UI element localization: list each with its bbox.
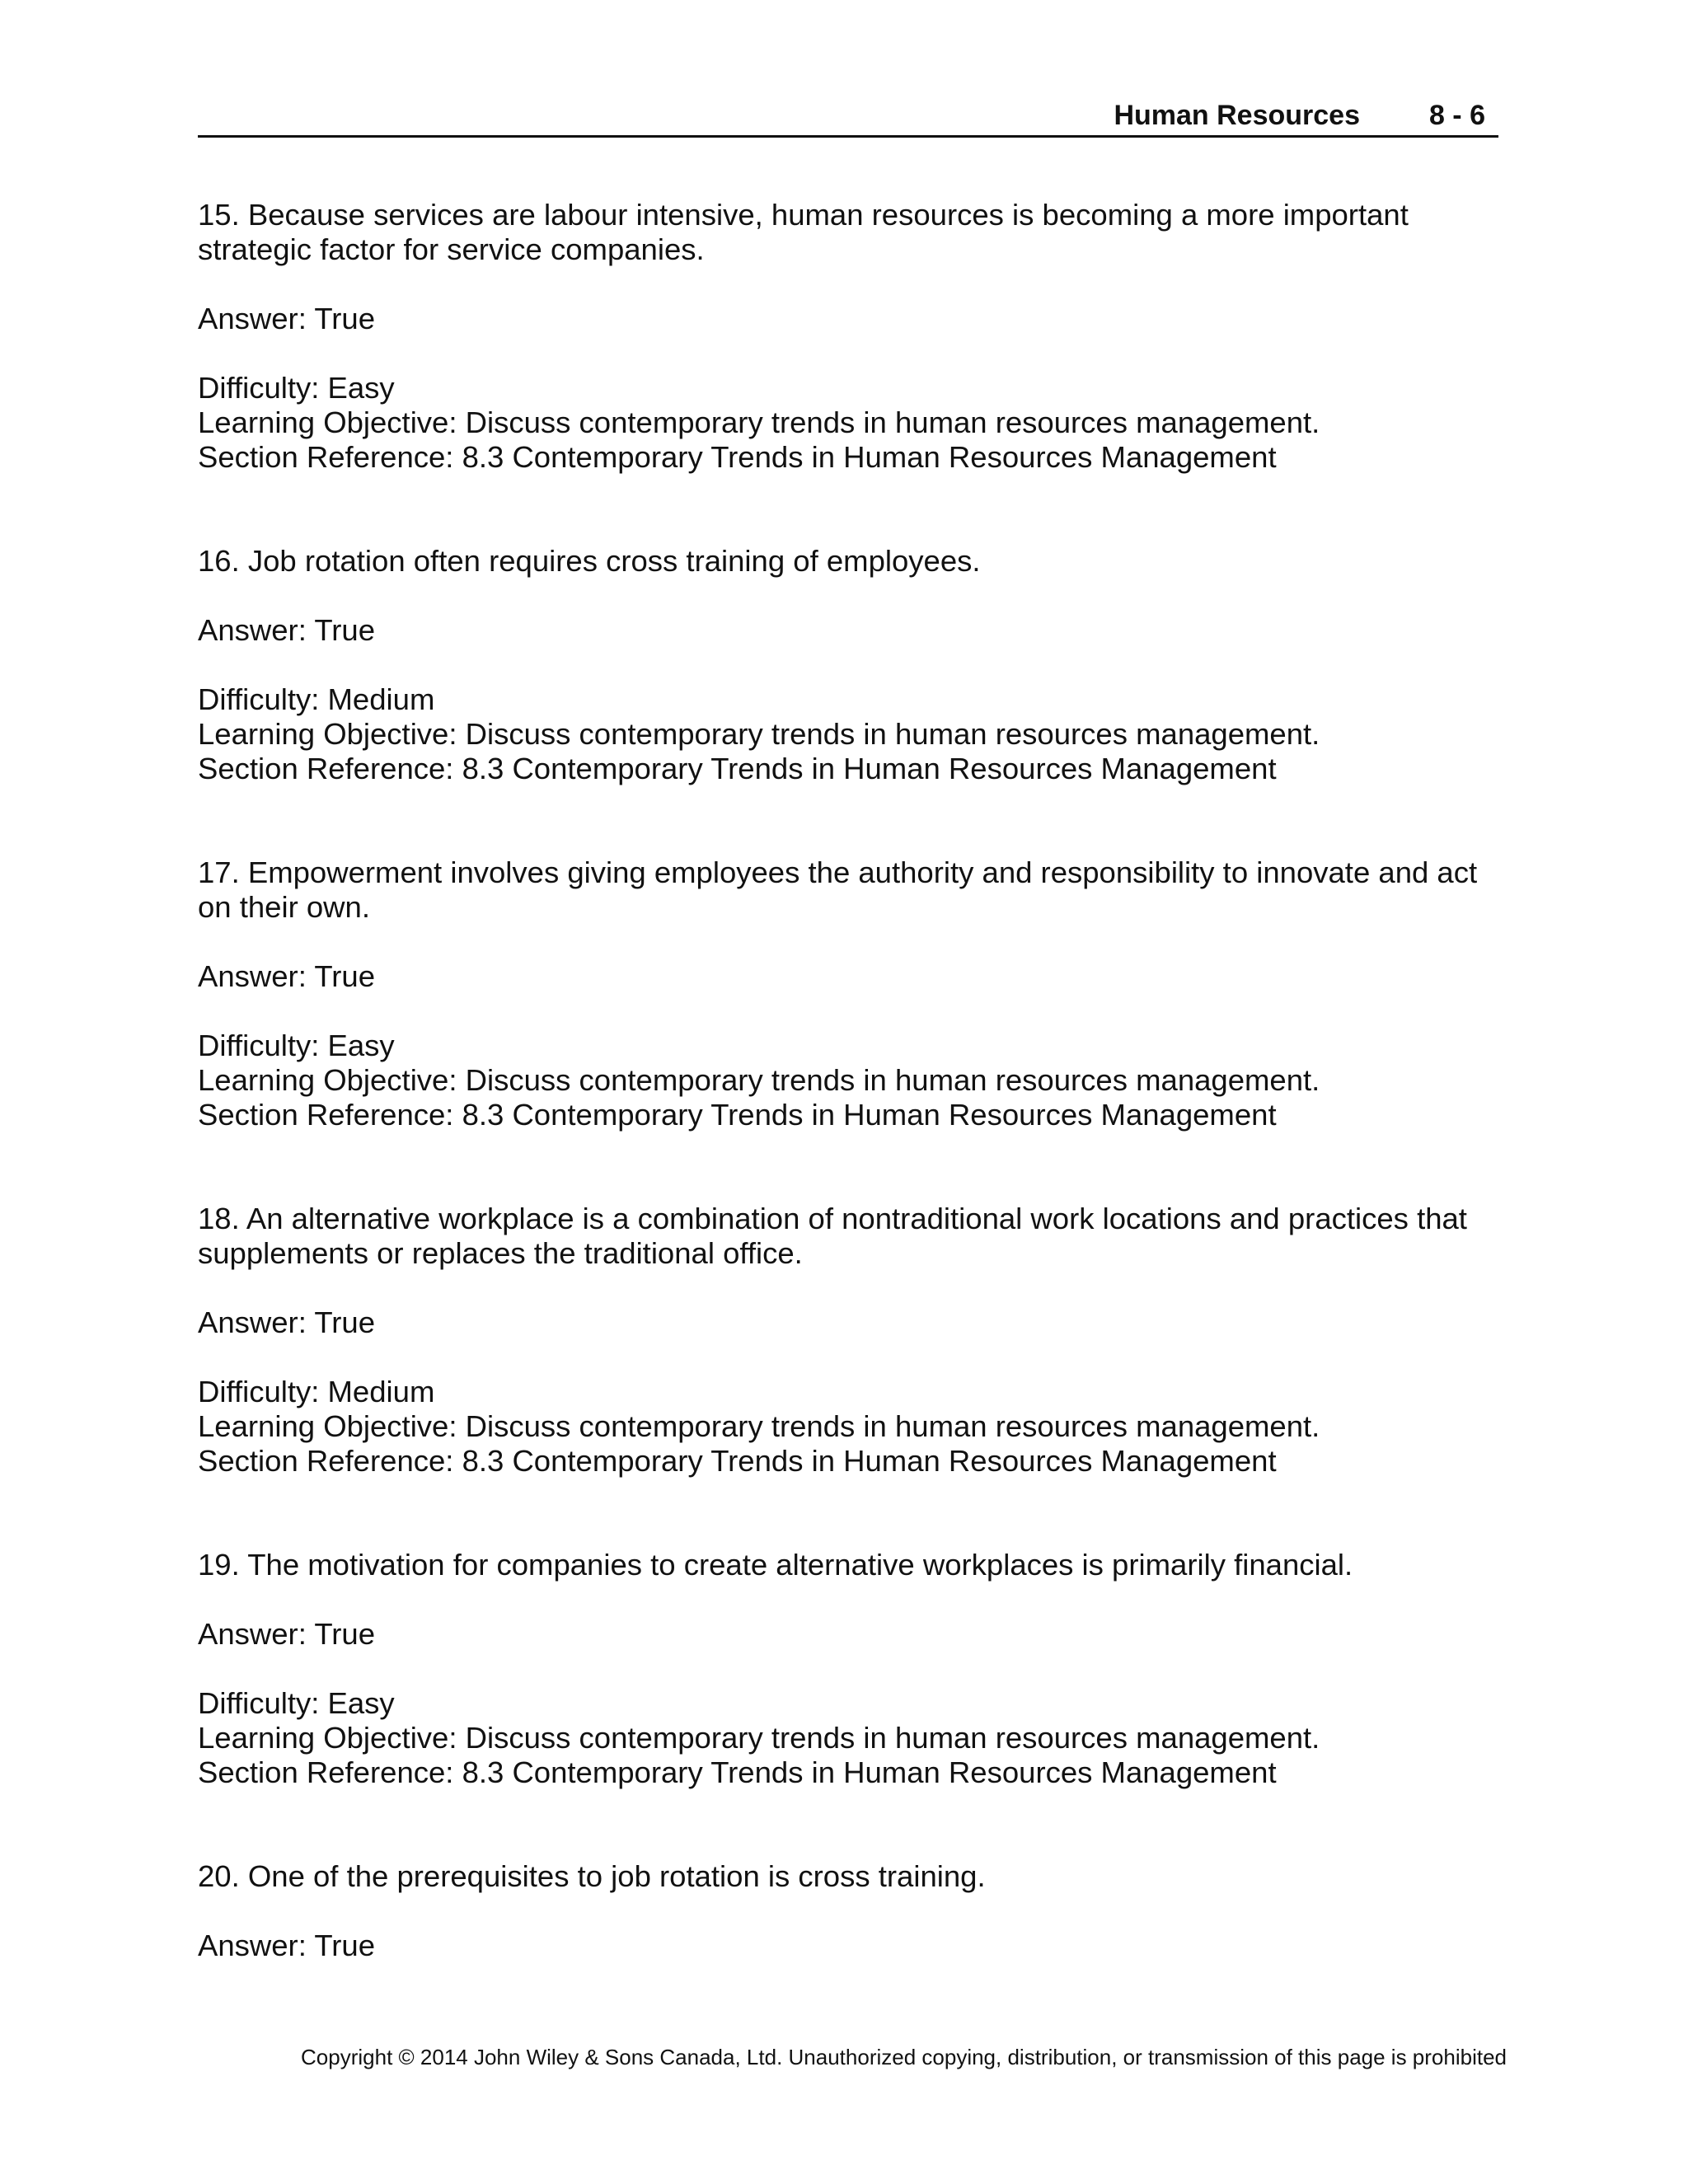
- section-reference: Section Reference: 8.3 Contemporary Trends in Human Resources Management: [198, 1444, 1277, 1478]
- difficulty: Difficulty: Medium: [198, 682, 435, 716]
- question-list: [198, 198, 1500, 2032]
- page-header: [198, 97, 1498, 138]
- page-number: 8 - 6: [1428, 100, 1485, 131]
- answer: Answer: True: [198, 302, 376, 335]
- question-text: 18. An alternative workplace is a combination of nontraditional work locations and practices that supplements or replaces the traditional office.: [198, 1202, 1467, 1270]
- copyright-footer: Copyright © 2014 John Wiley & Sons Canada, Ltd. Unauthorized copying, distribution, or transmission of this page is prohibited: [301, 2045, 1507, 2069]
- question-meta: [198, 1686, 1500, 1790]
- learning-objective: Learning Objective: Discuss contemporary trends in human resources management.: [198, 405, 1320, 439]
- section-reference: Section Reference: 8.3 Contemporary Trends in Human Resources Management: [198, 1098, 1277, 1132]
- learning-objective: Learning Objective: Discuss contemporary trends in human resources management.: [198, 717, 1320, 751]
- header-title: Human Resources: [1114, 100, 1360, 131]
- question-16: [198, 544, 1500, 786]
- question-text: 15. Because services are labour intensive, human resources is becoming a more important strategic factor for service companies.: [198, 198, 1409, 266]
- answer: Answer: True: [198, 1929, 376, 1962]
- question-meta: [198, 371, 1500, 475]
- difficulty: Difficulty: Easy: [198, 1029, 395, 1062]
- question-meta: [198, 1029, 1500, 1132]
- question-17: [198, 855, 1500, 1132]
- question-20: [198, 1859, 1500, 1963]
- section-reference: Section Reference: 8.3 Contemporary Trends in Human Resources Management: [198, 440, 1277, 474]
- question-meta: [198, 1375, 1500, 1479]
- learning-objective: Learning Objective: Discuss contemporary trends in human resources management.: [198, 1721, 1320, 1755]
- learning-objective: Learning Objective: Discuss contemporary trends in human resources management.: [198, 1409, 1320, 1443]
- answer: Answer: True: [198, 613, 376, 647]
- answer: Answer: True: [198, 1305, 376, 1339]
- answer: Answer: True: [198, 959, 376, 993]
- difficulty: Difficulty: Medium: [198, 1375, 435, 1408]
- difficulty: Difficulty: Easy: [198, 1686, 395, 1720]
- question-meta: [198, 682, 1500, 786]
- section-reference: Section Reference: 8.3 Contemporary Trends in Human Resources Management: [198, 752, 1277, 785]
- section-reference: Section Reference: 8.3 Contemporary Trends in Human Resources Management: [198, 1755, 1277, 1789]
- question-15: [198, 198, 1500, 475]
- answer: Answer: True: [198, 1617, 376, 1651]
- learning-objective: Learning Objective: Discuss contemporary trends in human resources management.: [198, 1063, 1320, 1097]
- question-text: 20. One of the prerequisites to job rotation is cross training.: [198, 1859, 986, 1893]
- question-text: 16. Job rotation often requires cross training of employees.: [198, 544, 981, 578]
- question-text: 17. Empowerment involves giving employees the authority and responsibility to innovate and act on their own.: [198, 855, 1478, 924]
- difficulty: Difficulty: Easy: [198, 371, 395, 405]
- question-text: 19. The motivation for companies to create alternative workplaces is primarily financial.: [198, 1548, 1353, 1582]
- question-18: [198, 1202, 1500, 1479]
- question-19: [198, 1548, 1500, 1790]
